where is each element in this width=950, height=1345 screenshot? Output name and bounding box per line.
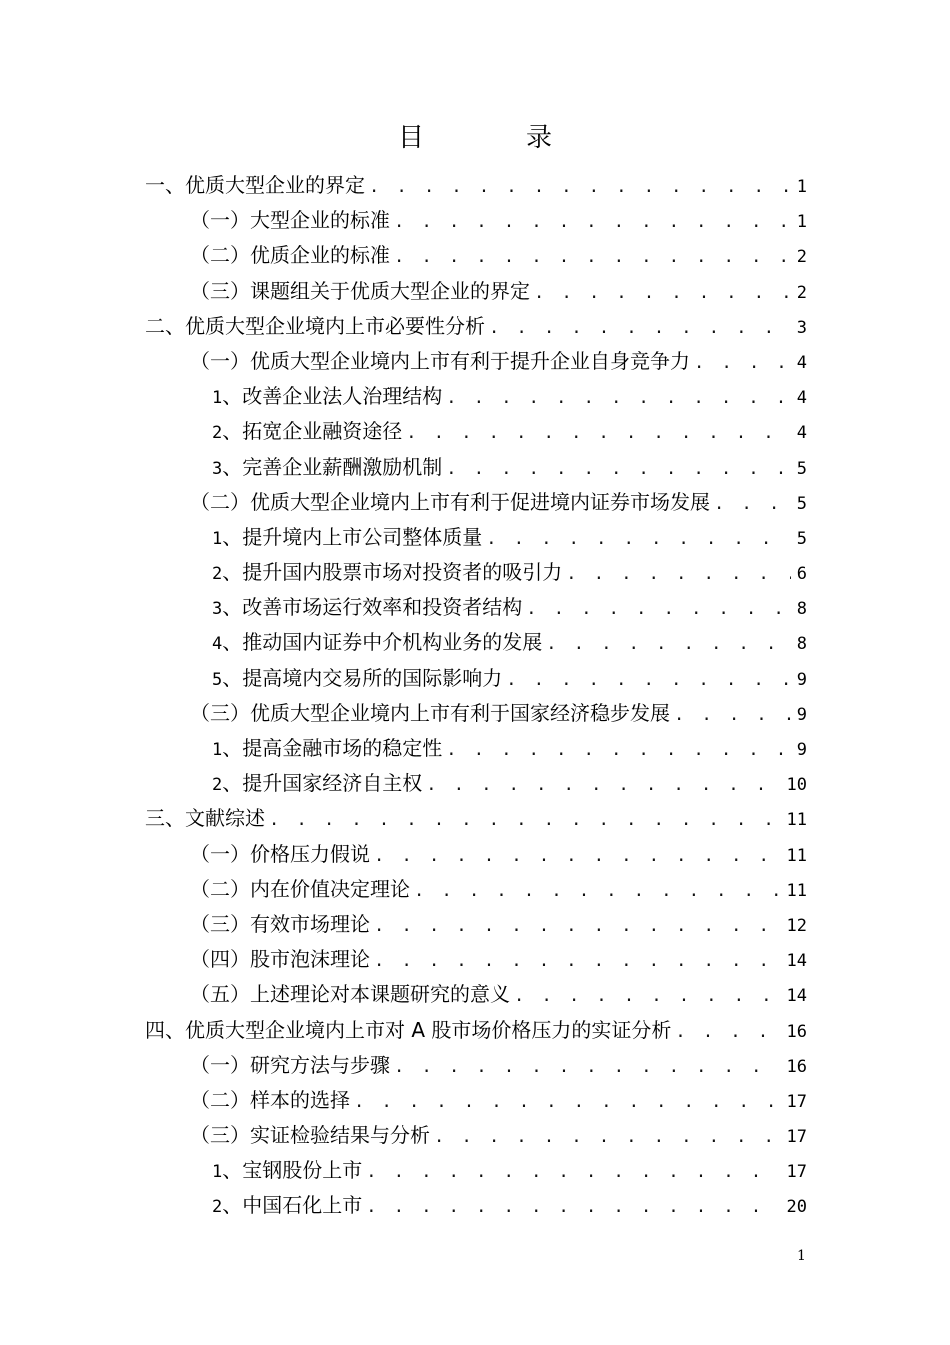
toc-entry-page: 8 [796, 634, 807, 655]
dot-leader [374, 944, 781, 979]
toc-entry-page: 14 [786, 986, 807, 1007]
toc-entry-text: （二）优质企业的标准 [190, 243, 390, 268]
dot-leader [369, 170, 791, 205]
toc-entry[interactable] [145, 942, 807, 977]
toc-entry-number: 1 [212, 740, 223, 760]
toc-entry-text: （三）优质大型企业境内上市有利于国家经济稳步发展 [190, 700, 670, 725]
toc-entry-text: 、改善市场运行效率和投资者结构 [222, 595, 523, 620]
toc-entry-page: 4 [796, 352, 807, 373]
toc-entry[interactable] [145, 309, 807, 344]
toc-entry[interactable] [145, 731, 807, 766]
toc-entry[interactable] [145, 1153, 807, 1188]
dot-leader [406, 416, 791, 451]
toc-entry-number: 5 [212, 669, 223, 690]
toc-entry-page: 4 [796, 388, 807, 409]
toc-entry-text: 、提升国内股票市场对投资者的吸引力 [222, 560, 563, 585]
toc-entry-page: 11 [786, 845, 807, 866]
toc-entry-number: 2 [212, 1197, 223, 1218]
dot-leader [714, 487, 791, 522]
toc-entry-number: 1 [212, 528, 223, 549]
dot-leader [394, 1050, 781, 1085]
toc-entry-text: 一、优质大型企业的界定 [145, 173, 365, 197]
toc-entry-text: （一）研究方法与步骤 [190, 1052, 390, 1077]
toc-entry[interactable] [145, 203, 807, 238]
toc-entry[interactable] [145, 274, 807, 309]
toc-entry-number: 3 [212, 599, 223, 620]
toc-entry-text: 、提高境内交易所的国际影响力 [222, 665, 503, 690]
dot-leader [675, 1015, 780, 1050]
toc-entry-page: 3 [796, 317, 807, 338]
toc-entry[interactable] [145, 379, 807, 414]
dot-leader [534, 276, 791, 311]
toc-entry[interactable] [145, 625, 807, 660]
toc-entry-page: 5 [796, 528, 807, 549]
toc-entry[interactable] [145, 485, 807, 520]
toc-entry-number: 1 [212, 1162, 223, 1183]
toc-entry-page: 17 [786, 1091, 807, 1112]
toc-entry[interactable] [145, 1013, 807, 1048]
toc-title: 目 录 [397, 123, 590, 153]
dot-leader [506, 663, 791, 698]
dot-leader [366, 1190, 780, 1225]
dot-leader [269, 803, 781, 838]
toc-entry[interactable] [145, 907, 807, 942]
toc-entry-text: 四、优质大型企业境内上市对 A 股市场价格压力的实证分析 [145, 1017, 672, 1042]
toc-entry-number: 1 [212, 388, 223, 409]
dot-leader [526, 592, 791, 627]
dot-leader [446, 381, 791, 416]
toc-entry-page: 9 [796, 704, 807, 725]
toc-entry-text: （三）实证检验结果与分析 [190, 1123, 430, 1148]
dot-leader [434, 1120, 781, 1155]
toc-entry-page: 16 [786, 1021, 807, 1042]
toc-entry-text: （三）课题组关于优质大型企业的界定 [190, 278, 530, 303]
toc-entry[interactable] [145, 450, 807, 485]
dot-leader [566, 557, 791, 592]
toc-entry-page: 9 [796, 669, 807, 690]
toc-entry-page: 1 [796, 212, 807, 233]
dot-leader [394, 240, 791, 275]
toc-entry[interactable] [145, 837, 807, 872]
toc-entry-page: 10 [786, 775, 807, 796]
toc-entry-page: 9 [796, 740, 807, 760]
dot-leader [514, 979, 781, 1014]
dot-leader [374, 909, 781, 944]
toc-entry[interactable] [145, 555, 807, 590]
toc-entry-page: 8 [796, 599, 807, 620]
toc-entry-page: 2 [796, 282, 807, 303]
toc-entry[interactable] [145, 1083, 807, 1118]
toc-entry-page: 12 [786, 915, 807, 936]
toc-entry[interactable] [145, 872, 807, 907]
toc-entry-page: 16 [786, 1056, 807, 1077]
toc-entry-text: 、拓宽企业融资途径 [222, 419, 403, 444]
toc-entry-text: （一）价格压力假说 [190, 841, 370, 866]
toc-entry-text: （一）优质大型企业境内上市有利于提升企业自身竞争力 [190, 348, 690, 373]
toc-entry-text: （一）大型企业的标准 [190, 208, 390, 233]
toc-entry-text: 二、优质大型企业境内上市必要性分析 [145, 313, 485, 338]
toc-entry-page: 11 [786, 810, 807, 831]
toc-entry-number: 2 [212, 775, 223, 796]
toc-entry-text: （二）优质大型企业境内上市有利于促进境内证券市场发展 [190, 489, 710, 514]
dot-leader [366, 1155, 780, 1190]
toc-entry-text: 、提高金融市场的稳定性 [222, 736, 443, 760]
toc-entry-text: 、中国石化上市 [222, 1193, 363, 1218]
dot-leader [354, 1085, 781, 1120]
toc-entry[interactable] [145, 696, 807, 731]
toc-entry[interactable] [145, 1188, 807, 1223]
toc-entry-text: 、提升国家经济自主权 [222, 771, 423, 796]
toc-entry-page: 17 [786, 1162, 807, 1183]
toc-entry[interactable] [145, 168, 807, 203]
toc-entry-text: 、宝钢股份上市 [222, 1158, 363, 1183]
page-number: 1 [797, 1248, 806, 1264]
dot-leader [546, 627, 791, 662]
toc-entry-number: 2 [212, 423, 223, 444]
toc-entry-page: 20 [786, 1197, 807, 1218]
toc-entry[interactable] [145, 344, 807, 379]
toc-entry[interactable] [145, 766, 807, 801]
toc-entry[interactable] [145, 414, 807, 449]
dot-leader [489, 311, 791, 346]
toc-entry-text: 、推动国内证券中介机构业务的发展 [222, 630, 543, 655]
toc-entry-page: 5 [796, 458, 807, 479]
toc-entry[interactable] [145, 590, 807, 625]
dot-leader [426, 768, 780, 803]
toc-entry-text: 、改善企业法人治理结构 [222, 384, 443, 409]
toc-entry[interactable] [145, 1048, 807, 1083]
toc-entry-page: 17 [786, 1127, 807, 1148]
toc-entry-page: 11 [786, 880, 807, 901]
toc-entry-text: 、提升境内上市公司整体质量 [222, 524, 483, 549]
table-of-contents [145, 168, 807, 1224]
toc-entry-page: 5 [796, 493, 807, 514]
toc-entry-page: 14 [786, 951, 807, 972]
toc-entry-page: 2 [796, 247, 807, 268]
dot-leader [674, 698, 791, 733]
dot-leader [486, 522, 791, 557]
toc-entry-text: 三、文献综述 [145, 806, 265, 831]
toc-entry[interactable] [145, 1118, 807, 1153]
toc-entry[interactable] [145, 801, 807, 836]
toc-entry[interactable] [145, 661, 807, 696]
dot-leader [446, 733, 791, 768]
toc-entry-number: 2 [212, 564, 223, 585]
toc-entry-text: （二）样本的选择 [190, 1087, 350, 1112]
dot-leader [394, 205, 791, 240]
toc-entry-text: 、完善企业薪酬激励机制 [222, 454, 443, 479]
dot-leader [446, 452, 791, 487]
toc-entry-text: （四）股市泡沫理论 [190, 947, 370, 972]
toc-entry-text: （五）上述理论对本课题研究的意义 [190, 982, 510, 1007]
toc-entry-page: 1 [796, 177, 807, 197]
toc-entry-page: 4 [796, 423, 807, 444]
toc-entry-number: 4 [212, 634, 223, 655]
toc-entry[interactable] [145, 238, 807, 273]
dot-leader [414, 874, 781, 909]
toc-entry-text: （三）有效市场理论 [190, 911, 370, 936]
toc-entry[interactable] [145, 520, 807, 555]
dot-leader [374, 839, 781, 874]
dot-leader [694, 346, 791, 381]
toc-entry[interactable] [145, 977, 807, 1012]
toc-entry-text: （二）内在价值决定理论 [190, 876, 410, 901]
toc-entry-page: 6 [796, 564, 807, 585]
toc-entry-number: 3 [212, 458, 223, 479]
